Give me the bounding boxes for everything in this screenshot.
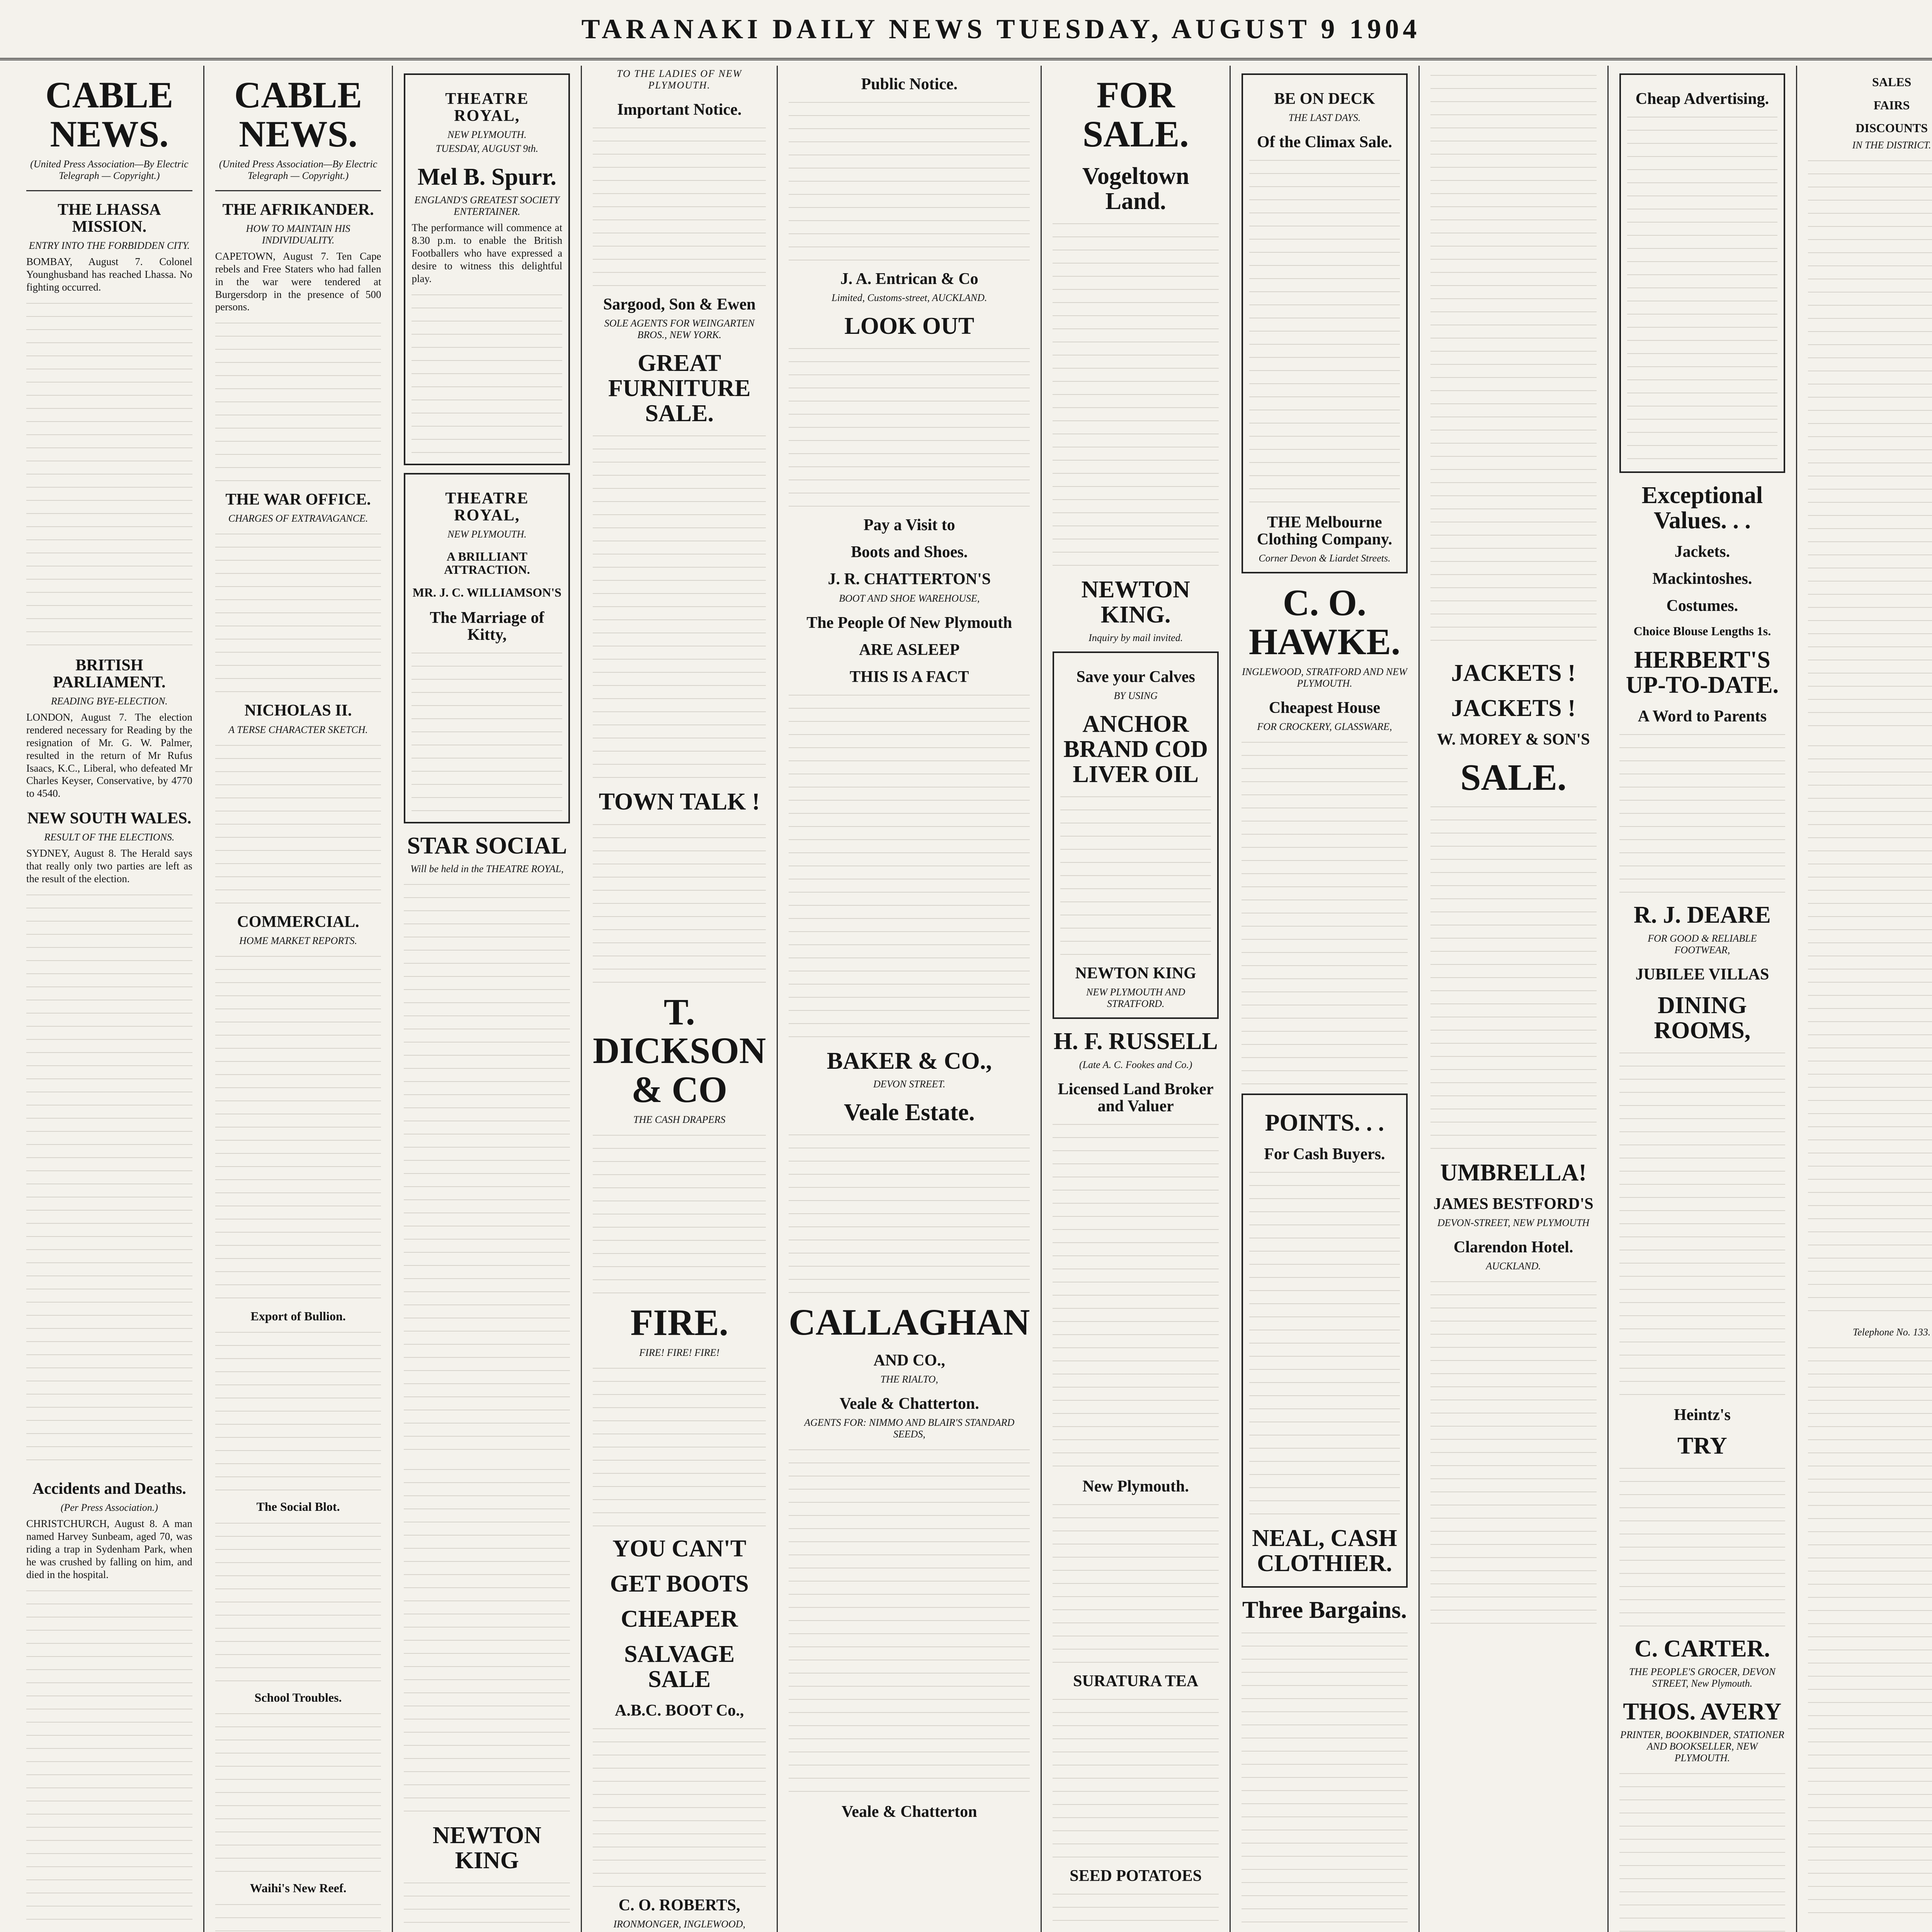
ad-body	[1249, 156, 1400, 504]
heading: Vogeltown Land.	[1082, 163, 1189, 214]
heading: C. O. ROBERTS,	[618, 1896, 740, 1915]
ad-box	[1242, 73, 1408, 573]
ad-body	[1619, 1769, 1786, 1932]
heading: GREAT FURNITURE SALE.	[608, 350, 751, 427]
ad-box	[1242, 1094, 1408, 1588]
ad-box	[1053, 651, 1219, 1019]
subheading: NEW PLYMOUTH AND STRATFORD.	[1086, 986, 1185, 1010]
notices-body	[404, 1879, 570, 1932]
performer-name: Mel B. Spurr.	[417, 164, 557, 190]
heading: JACKETS !	[1451, 660, 1576, 686]
article-text: CAPETOWN, August 7. Ten Cape rebels and Free Staters who had fallen in the war were tendered at Burgersdorp in the presence of 500 persons.	[215, 250, 381, 313]
heading: Clarendon Hotel.	[1453, 1238, 1573, 1257]
masthead-title: TARANAKI DAILY NEWS TUESDAY, AUGUST 9 1904	[581, 13, 1421, 44]
ad-body	[1619, 730, 1786, 893]
theatre-title: THEATRE ROYAL,	[445, 489, 529, 525]
subheading: FIRE! FIRE! FIRE!	[639, 1347, 720, 1358]
subheading: IRONMONGER, INGLEWOOD,	[613, 1918, 746, 1930]
heading: C. CARTER.	[1634, 1636, 1770, 1662]
ad-body	[1619, 1464, 1786, 1626]
column-8	[1420, 66, 1609, 1932]
heading: A BRILLIANT ATTRACTION.	[444, 549, 530, 577]
heading: New Plymouth.	[1082, 1477, 1189, 1495]
heading: JACKETS !	[1451, 695, 1576, 722]
column-7	[1231, 66, 1420, 1932]
cable-news-title: CABLE NEWS.	[234, 74, 362, 155]
ad-body	[593, 1725, 766, 1887]
subheading: DEVON STREET.	[873, 1078, 946, 1090]
ad-body	[1060, 793, 1211, 955]
heading: THE Melbourne Clothing Company.	[1257, 514, 1392, 549]
subheading: READING BYE-ELECTION.	[51, 695, 168, 707]
heading: THIS IS A FACT	[850, 668, 969, 686]
cable-news-title: CABLE NEWS.	[45, 74, 173, 155]
subheading: FOR GOOD & RELIABLE FOOTWEAR,	[1648, 932, 1757, 956]
subheading: DEVON-STREET, NEW PLYMOUTH	[1437, 1217, 1590, 1229]
subheading: Corner Devon & Liardet Streets.	[1259, 553, 1391, 564]
ad-body	[1053, 1500, 1219, 1663]
heading: Costumes.	[1666, 597, 1738, 615]
article-body	[215, 1900, 381, 1932]
heading: FAIRS	[1873, 98, 1910, 112]
ad-body	[1627, 113, 1778, 461]
theatre-date: TUESDAY, AUGUST 9th.	[435, 143, 539, 155]
divider	[215, 190, 381, 191]
heading: School Troubles.	[254, 1690, 342, 1704]
subheading: BY USING	[1114, 690, 1158, 702]
heading: UMBRELLA!	[1440, 1160, 1587, 1186]
ad-body	[593, 820, 766, 983]
heading: CHEAPER	[621, 1605, 738, 1632]
heading: Mackintoshes.	[1652, 570, 1752, 588]
heading: Sargood, Son & Ewen	[603, 296, 756, 314]
article-body	[215, 319, 381, 481]
heading: SALVAGE SALE	[624, 1641, 735, 1693]
ad-body	[1053, 219, 1219, 567]
heading: Exceptional Values. . .	[1641, 482, 1763, 534]
theatre-ad	[404, 73, 570, 465]
heading: Veale Estate.	[844, 1099, 975, 1126]
article-text: SYDNEY, August 8. The Herald says that really only two parties are left as the result of the election.	[26, 847, 192, 885]
ad-body	[1619, 1049, 1786, 1396]
heading: Jackets.	[1674, 543, 1730, 561]
ad-body	[789, 691, 1030, 1039]
subheading: AUCKLAND.	[1486, 1260, 1541, 1272]
ad-body	[593, 1131, 766, 1293]
article-body	[215, 741, 381, 903]
heading: JAMES BESTFORD'S	[1433, 1195, 1594, 1213]
heading: THOS. AVERY	[1623, 1699, 1782, 1725]
ad-body	[1430, 71, 1597, 651]
heading: Heintz's	[1673, 1406, 1731, 1424]
subheading: Telephone No. 133.	[1853, 1326, 1931, 1338]
heading: HERBERT'S UP-TO-DATE.	[1626, 647, 1779, 699]
article-text: BOMBAY, August 7. Colonel Younghusband has reached Lhassa. No fighting occurred.	[26, 255, 192, 293]
subheading: Inquiry by mail invited.	[1088, 632, 1183, 643]
divider	[26, 190, 192, 191]
heading: SURATURA TEA	[1073, 1672, 1199, 1690]
theatre-location: NEW PLYMOUTH.	[447, 529, 527, 540]
subheading: AGENTS FOR: NIMMO AND BLAIR'S STANDARD SEEDS,	[804, 1417, 1015, 1440]
heading: GET BOOTS	[610, 1570, 749, 1597]
heading: For Cash Buyers.	[1264, 1145, 1385, 1163]
heading: NEWTON KING	[1075, 964, 1196, 983]
column-3	[393, 66, 582, 1932]
column-5	[778, 66, 1042, 1932]
heading: BRITISH PARLIAMENT.	[53, 656, 166, 691]
article-body	[26, 299, 192, 647]
heading: Cheap Advertising.	[1635, 90, 1769, 108]
ad-body	[412, 291, 562, 453]
heading: ANCHOR BRAND COD LIVER OIL	[1063, 711, 1208, 788]
theatre-ad	[404, 473, 570, 823]
article-body	[215, 952, 381, 1300]
article-text: LONDON, August 7. The election rendered necessary for Reading by the resignation of Mr. G. W. Palmer, resulted in the return of Mr Rufus Isaacs, K.C., Liberal, who defeated Mr Charles Keyser, Conservative, by 4770 to 4540.	[26, 711, 192, 799]
heading: Of the Climax Sale.	[1257, 133, 1392, 151]
heading: Pay a Visit to	[863, 516, 955, 534]
credit: (United Press Association—By Electric Telegraph — Copyright.)	[30, 158, 189, 181]
theatre-title: THEATRE ROYAL,	[445, 90, 529, 125]
heading: R. J. DEARE	[1633, 902, 1771, 929]
heading: Veale & Chatterton	[841, 1803, 977, 1821]
article-text: CHRISTCHURCH, August 8. A man named Harvey Sunbeam, aged 70, was riding a trap in Sydenham Park, when he was crushed by falling on him, and died in the hospital.	[26, 1518, 192, 1581]
heading: THE AFRIKANDER.	[222, 201, 374, 219]
heading: Important Notice.	[617, 101, 742, 119]
notices-body	[404, 1465, 570, 1813]
heading: Accidents and Deaths.	[32, 1480, 186, 1498]
heading: NEAL, CASH CLOTHIER.	[1252, 1525, 1397, 1577]
heading: TOWN TALK !	[599, 789, 760, 815]
ad-body	[1242, 738, 1408, 1086]
column-6	[1042, 66, 1231, 1932]
heading: POINTS. . .	[1265, 1110, 1384, 1136]
heading: SEED POTATOES	[1070, 1867, 1202, 1885]
heading: C. O. HAWKE.	[1248, 582, 1400, 663]
ad-body	[1430, 1277, 1597, 1625]
ad-body	[789, 1131, 1030, 1293]
subheading: HOW TO MAINTAIN HIS INDIVIDUALITY.	[246, 223, 350, 246]
article-body	[215, 1709, 381, 1872]
subheading: SOLE AGENTS FOR WEINGARTEN BROS., NEW YORK.	[604, 318, 755, 341]
subheading: (Late A. C. Fookes and Co.)	[1079, 1059, 1192, 1070]
heading: AND CO.,	[873, 1351, 946, 1369]
ad-body	[593, 432, 766, 779]
credit: (United Press Association—By Electric Telegraph — Copyright.)	[219, 158, 378, 181]
subheading: IN THE DISTRICT.	[1852, 139, 1931, 151]
heading: J. R. CHATTERTON'S	[828, 570, 991, 588]
heading: Licensed Land Broker and Valuer	[1058, 1080, 1214, 1115]
heading: Save your Calves	[1076, 668, 1195, 686]
subheading: A TERSE CHARACTER SKETCH.	[228, 724, 368, 735]
ad-body	[1808, 1344, 1932, 1923]
ad-body	[1430, 803, 1597, 1150]
heading: CALLAGHAN	[789, 1301, 1030, 1343]
article-body	[215, 1328, 381, 1490]
heading: THE WAR OFFICE.	[225, 491, 371, 509]
ad-text: The performance will commence at 8.30 p.m. to enable the British Footballers who have expressed a desire to witness this delightful play.	[412, 222, 563, 285]
ad-body	[1053, 1120, 1219, 1468]
heading: BE ON DECK	[1274, 90, 1375, 108]
subheading: CHARGES OF EXTRAVAGANCE.	[228, 513, 368, 524]
subheading: THE PEOPLE'S GROCER, DEVON STREET, New Plymouth.	[1629, 1666, 1776, 1689]
heading: JUBILEE VILLAS	[1635, 965, 1769, 983]
heading: YOU CAN'T	[612, 1535, 747, 1562]
masthead	[0, 0, 1932, 60]
subheading: THE LAST DAYS.	[1288, 112, 1361, 124]
article-body	[26, 1587, 192, 1932]
subheading: Limited, Customs-street, AUCKLAND.	[832, 292, 987, 304]
ad-body	[1053, 1890, 1219, 1932]
heading: Three Bargains.	[1242, 1597, 1407, 1624]
subheading: ENTRY INTO THE FORBIDDEN CITY.	[29, 240, 190, 251]
ad-body	[789, 98, 1030, 260]
heading: Boots and Shoes.	[851, 543, 968, 561]
ad-body	[1242, 1629, 1408, 1932]
heading: A.B.C. BOOT Co.,	[615, 1702, 744, 1720]
columns	[15, 66, 1932, 1932]
ad-body	[1808, 156, 1932, 736]
heading: Export of Bullion.	[250, 1309, 346, 1323]
column-10	[1797, 66, 1932, 1932]
subheading: INGLEWOOD, STRATFORD AND NEW PLYMOUTH.	[1242, 666, 1407, 689]
ad-body	[1808, 742, 1932, 1321]
heading: The Social Blot.	[256, 1500, 340, 1514]
subheading: PRINTER, BOOKBINDER, STATIONER AND BOOKSELLER, NEW PLYMOUTH.	[1620, 1729, 1784, 1764]
heading: SALES	[1872, 75, 1912, 89]
subheading: BOOT AND SHOE WAREHOUSE,	[839, 592, 980, 604]
article-body	[215, 1519, 381, 1681]
heading: DISCOUNTS	[1855, 121, 1928, 135]
heading: Waihi's New Reef.	[250, 1881, 347, 1895]
heading: TO THE LADIES OF NEW PLYMOUTH.	[617, 68, 742, 91]
heading: DINING ROOMS,	[1654, 992, 1751, 1044]
heading: MR. J. C. WILLIAMSON'S	[412, 585, 561, 600]
heading: FOR SALE.	[1082, 74, 1189, 155]
notices-body	[404, 880, 570, 1460]
heading: TRY	[1677, 1432, 1727, 1459]
heading: SALE.	[1460, 757, 1567, 798]
play-title: The Marriage of Kitty,	[430, 609, 544, 644]
heading: H. F. RUSSELL	[1053, 1028, 1218, 1055]
heading: LOOK OUT	[844, 313, 975, 340]
performer-tagline: ENGLAND'S GREATEST SOCIETY ENTERTAINER.	[414, 194, 560, 218]
heading: THE LHASSA MISSION.	[58, 201, 161, 236]
subheading: HOME MARKET REPORTS.	[239, 935, 357, 946]
column-9	[1609, 66, 1798, 1932]
subheading: THE CASH DRAPERS	[633, 1114, 726, 1125]
heading: Public Notice.	[861, 75, 958, 93]
heading: NICHOLAS II.	[244, 702, 352, 720]
article-body	[26, 891, 192, 1470]
ad-body	[412, 649, 562, 811]
ad-body	[789, 1446, 1030, 1793]
heading: NEWTON KING.	[1081, 576, 1190, 628]
subheading: THE RIALTO,	[880, 1373, 938, 1385]
subheading: (Per Press Association.)	[60, 1502, 158, 1514]
heading: Cheapest House	[1269, 699, 1381, 717]
heading: T. DICKSON & CO	[593, 991, 766, 1111]
theatre-location: NEW PLYMOUTH.	[447, 129, 527, 141]
article-body	[215, 530, 381, 692]
heading: COMMERCIAL.	[237, 913, 359, 931]
subheading: Will be held in the THEATRE ROYAL,	[410, 863, 564, 875]
heading: A Word to Parents	[1638, 707, 1767, 726]
ad-body	[1249, 1168, 1400, 1516]
ad-body	[593, 124, 766, 286]
heading: W. MOREY & SON'S	[1437, 731, 1590, 749]
heading: NEWTON KING	[432, 1822, 542, 1874]
ad-body	[789, 344, 1030, 507]
heading: FIRE.	[630, 1301, 728, 1343]
heading: NEW SOUTH WALES.	[27, 810, 192, 828]
column-4	[582, 66, 778, 1932]
subheading: FOR CROCKERY, GLASSWARE,	[1257, 721, 1392, 733]
ad-body	[593, 1364, 766, 1526]
heading: Veale & Chatterton.	[839, 1395, 979, 1413]
heading: J. A. Entrican & Co	[840, 270, 978, 288]
heading: STAR SOCIAL	[407, 833, 567, 859]
heading: The People Of New Plymouth	[806, 614, 1012, 632]
subheading: RESULT OF THE ELECTIONS.	[44, 832, 175, 843]
ad-box	[1619, 73, 1786, 473]
heading: ARE ASLEEP	[859, 641, 960, 659]
heading: BAKER & CO.,	[827, 1048, 992, 1074]
heading: Choice Blouse Lengths 1s.	[1633, 624, 1771, 638]
column-1	[15, 66, 204, 1932]
column-2	[204, 66, 393, 1932]
ad-body	[1053, 1695, 1219, 1857]
